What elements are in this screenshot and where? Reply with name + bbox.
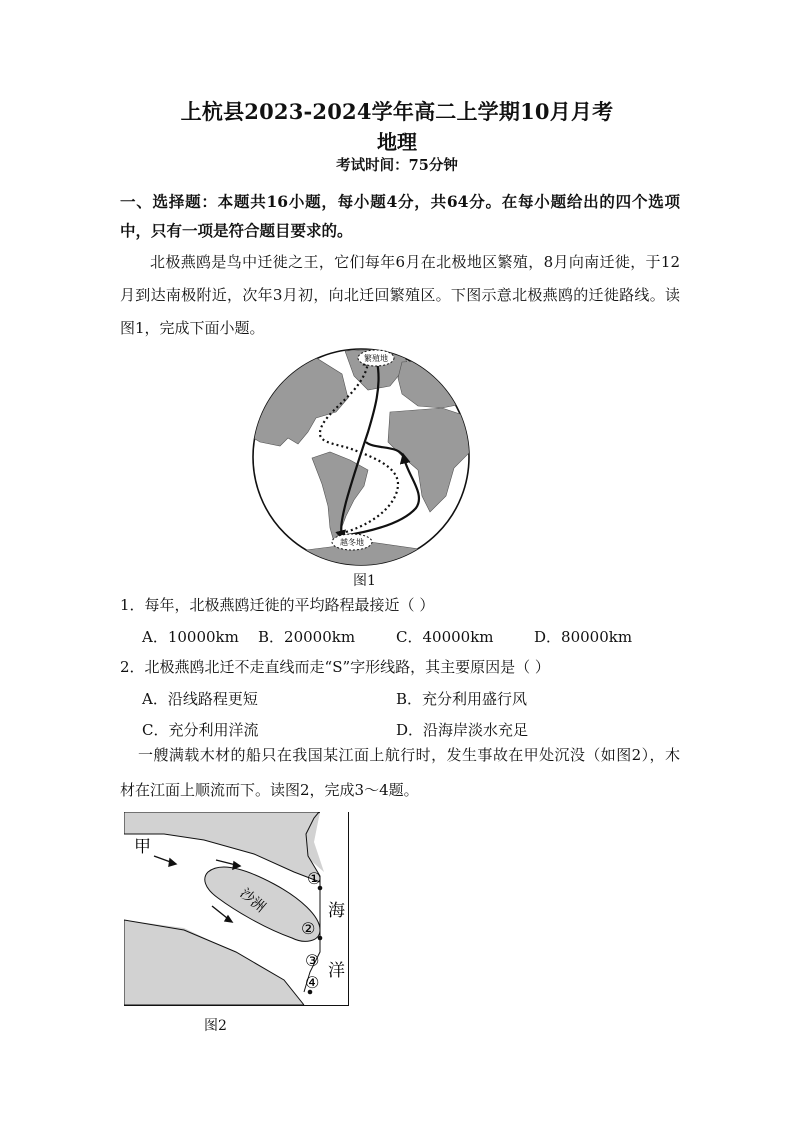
q2-option-b: B．充分利用盛行风: [396, 690, 528, 708]
q2-option-d: D．沿海岸淡水充足: [396, 721, 529, 739]
exam-title: 上杭县2023-2024学年高二上学期10月月考: [180, 99, 614, 124]
question-1: 1．每年，北极燕鸥迁徙的平均路程最接近（ ）: [120, 596, 435, 614]
q1-option-b: B．20000km: [258, 628, 356, 646]
passage-1: 北极燕鸥是鸟中迁徙之王，它们每年6月在北极地区繁殖，8月向南迁徙，于12月到达南极附近，次年3月初，向北迁回繁殖区。下图示意北极燕鸥的迁徙路线。读图1，完成下面小题。: [120, 253, 680, 337]
figure-2-river-map: [124, 812, 349, 1006]
q1-option-a: A．10000km: [142, 628, 239, 646]
marker-2: ②: [301, 919, 316, 938]
section-heading: 一、选择题：本题共16小题，每小题4分，共64分。在每小题给出的四个选项中，只有一项是符合题目要求的。: [120, 192, 680, 240]
exam-time: 考试时间：75分钟: [336, 157, 458, 174]
figure-1-globe: [250, 346, 472, 568]
marker-1: ①: [307, 869, 322, 888]
figure-1-caption: 图1: [353, 573, 376, 589]
label-sea: 海: [328, 901, 345, 921]
figure-2-caption: 图2: [204, 1018, 227, 1034]
label-jia: 甲: [134, 837, 151, 857]
marker-3: ③: [305, 951, 320, 970]
q2-option-a: A．沿线路程更短: [142, 690, 258, 708]
label-ocean: 洋: [328, 961, 345, 981]
label-breeding: 繁殖地: [364, 354, 388, 363]
question-2: 2．北极燕鸥北迁不走直线而走“S”字形线路，其主要原因是（ ）: [120, 658, 550, 676]
passage-2: 一艘满载木材的船只在我国某江面上航行时，发生事故在甲处沉没（如图2），木材在江面上顺流而下。读图2，完成3～4题。: [120, 746, 680, 799]
label-wintering: 越冬地: [340, 538, 364, 547]
marker-4: ④: [305, 973, 320, 992]
q1-option-c: C．40000km: [396, 628, 494, 646]
q1-option-d: D．80000km: [534, 628, 633, 646]
label-sandbar: 沙洲: [236, 885, 269, 916]
q2-option-c: C．充分利用洋流: [142, 721, 259, 739]
subject-title: 地理: [377, 130, 417, 154]
